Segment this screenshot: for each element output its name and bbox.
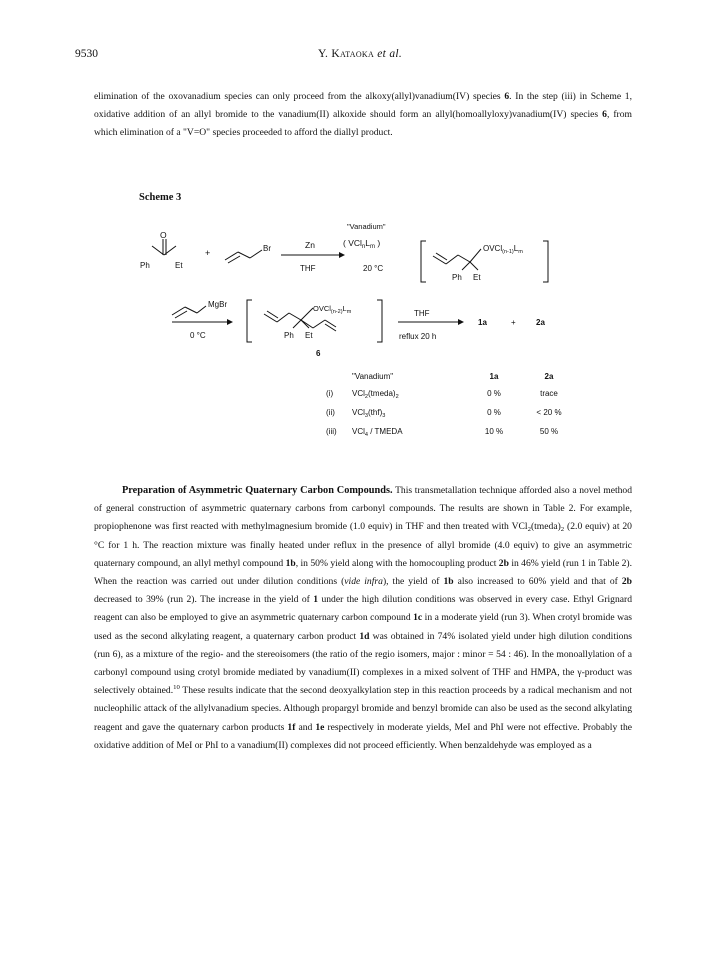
bracket-left xyxy=(247,300,252,342)
text-run: 2 xyxy=(527,526,531,534)
author-surname: Kataoka xyxy=(331,48,375,60)
text-run: 1b xyxy=(285,557,296,569)
yield-2a: trace xyxy=(540,389,558,398)
paragraph-asymmetric-quaternary xyxy=(94,482,632,755)
bond xyxy=(433,256,446,264)
bromine-label: Br xyxy=(263,244,271,253)
bracket-right xyxy=(543,241,548,282)
intermediate1-ph: Ph xyxy=(452,273,462,282)
yield-2a: < 20 % xyxy=(536,408,562,417)
bond xyxy=(277,313,289,322)
thf2-label: THF xyxy=(414,309,430,318)
bond xyxy=(197,306,206,313)
bond xyxy=(152,246,164,255)
text-run: respectively in moderate yields, MeI and PhI were not effective. Probably the oxidative addition of MeI or PhI to a vanadium(II) complexes did not proceed efficiently. When benzaldehyde was employed as a xyxy=(94,721,633,751)
text-run: m xyxy=(369,244,375,250)
intermediate2-ph: Ph xyxy=(284,331,294,340)
product-2a-label: 2a xyxy=(536,318,545,327)
text-run: 4 xyxy=(364,432,369,438)
text-run: m xyxy=(346,309,352,315)
text-run: 1c xyxy=(413,612,423,624)
text-run: in 46% yield (run 1 in Table 2). When the reaction was carried out under dilution conditions ( xyxy=(94,557,632,588)
zinc-label: Zn xyxy=(305,240,315,250)
reagent xyxy=(352,427,472,436)
bond xyxy=(289,313,301,320)
text-run: 2 xyxy=(560,526,565,534)
intermediate1-et: Et xyxy=(473,273,481,282)
text-run: (2.0 equiv) at 20 °C for 1 h. The reaction mixture was finally heated under reflux in the presence of allyl bromide (4.0 equiv) to give an asymmetric quaternary compound, an allyl methyl compound xyxy=(94,521,632,569)
text-run: These results indicate that the second deoxyalkylation step in this reaction proceeds by a radical mechanism and not nucleophilic attack of the allylvanadium species. Although propargyl bromide and benzyl bromide can also be used as the second alkylating reagent and gave the quaternary carbon products xyxy=(94,685,632,733)
text-run: L xyxy=(342,304,347,313)
yield-1a: 10 % xyxy=(484,427,504,436)
text-run: 3 xyxy=(364,413,369,419)
arrowhead-3 xyxy=(458,319,464,325)
bond xyxy=(250,250,262,258)
reagent xyxy=(352,389,472,398)
product-1a-label: 1a xyxy=(478,318,487,327)
temp2-label: 0 °C xyxy=(190,331,206,340)
phenyl-label: Ph xyxy=(140,261,150,270)
text-run: (thf) xyxy=(368,408,383,417)
arrowhead-2 xyxy=(227,319,233,325)
bond xyxy=(325,324,336,331)
intermediate2-et: Et xyxy=(305,331,313,340)
compound-ref: 6 xyxy=(602,109,607,121)
intermediate2-ovcl xyxy=(313,304,352,315)
text-run: . In the step (iii) in Scheme 1, oxidative addition of an allyl bromide to the vanadium(II) alkoxide should form an allyl(homoallyloxy)vanadium(IV) species xyxy=(94,91,632,121)
bond xyxy=(185,307,197,313)
text-run: m xyxy=(518,249,523,255)
text-run: VCl xyxy=(352,427,365,436)
bond xyxy=(446,255,458,264)
scheme-label: Scheme 3 xyxy=(139,192,182,203)
text-run: , in 50% yield along with the homocoupling product xyxy=(295,557,499,569)
compound-6-label: 6 xyxy=(316,349,321,358)
text-run: in a moderate yield (run 3). When crotyl bromide was used as the second alkylating reagent, a quaternary carbon product xyxy=(94,612,632,642)
col-header: 2a xyxy=(544,372,554,381)
bond xyxy=(238,252,250,258)
text-run: ( VCl xyxy=(343,238,362,248)
ketone-oxygen-label: O xyxy=(160,230,167,240)
text-run: OVCl xyxy=(313,304,331,313)
text-run: ), the yield of xyxy=(382,576,444,588)
yield-1a: 0 % xyxy=(487,389,501,398)
vanadium-label: "Vanadium" xyxy=(347,222,386,231)
text-run: 2b xyxy=(621,576,632,588)
bond xyxy=(470,249,481,262)
text-run: / TMEDA xyxy=(368,427,403,436)
footnote-ref: 10 xyxy=(173,684,180,692)
reagent xyxy=(352,408,472,417)
text-run: n xyxy=(361,244,366,250)
text-run: 1f xyxy=(287,721,296,733)
yield-1a: 0 % xyxy=(487,408,501,417)
text-run: L xyxy=(365,238,370,248)
bond xyxy=(264,314,277,322)
bond xyxy=(313,320,325,328)
col-header: 1a xyxy=(489,372,499,381)
compound-ref: 6 xyxy=(504,91,510,102)
bond xyxy=(462,262,470,270)
text-run: ) xyxy=(374,238,381,248)
text-run: 2 xyxy=(395,394,399,400)
yield-2a: 50 % xyxy=(539,427,559,436)
text-run: was obtained in 74% isolated yield under high dilution conditions (run 6), as a mixture of the regio- and the stereoisomers (the ratio of the regio isomers, major : minor = 54 : 46). In the monoallylation of a carbonyl compound using crotyl bromide mediated by vanadium(II) complexes in a mixed solvent of THF and HMPA, the γ-product was selectively obtained. xyxy=(94,630,632,697)
bond xyxy=(301,320,313,328)
text-run: 1d xyxy=(359,630,370,642)
author-etal: et al. xyxy=(377,48,403,60)
text-run: and xyxy=(295,721,316,733)
text-run: (tmeda) xyxy=(530,521,561,533)
bond xyxy=(470,262,478,270)
text-run: L xyxy=(513,244,519,253)
text-run: , from which elimination of a "V=O" species proceeded to afford the diallyl product. xyxy=(94,109,633,139)
author-initial: Y. xyxy=(317,48,332,60)
arrowhead-1 xyxy=(339,252,345,258)
thf-label: THF xyxy=(300,264,316,273)
text-run: VCl xyxy=(352,408,365,417)
plus-sign-2: + xyxy=(511,318,516,327)
vanadium-formula xyxy=(343,238,380,250)
bracket-left xyxy=(421,241,426,282)
text-run: vide infra xyxy=(344,576,383,588)
run-label: (ii) xyxy=(326,408,335,417)
run-label: (i) xyxy=(326,389,334,398)
text-run: This transmetallation technique afforded also a novel method of general construction of asymmetric quaternary carbons from carbonyl compounds. The results are shown in Table 2. For example, propiophenone was first reacted with methylmagnesium bromide (1.0 equiv) in THF and then treated with VCl xyxy=(94,485,633,533)
mgbr-label: MgBr xyxy=(208,300,228,309)
reflux-label: reflux 20 h xyxy=(399,332,437,341)
bond xyxy=(325,320,336,327)
ethyl-label: Et xyxy=(175,261,183,270)
bond xyxy=(293,320,301,328)
page-number: 9530 xyxy=(75,48,98,60)
text-run: 1 xyxy=(313,594,319,606)
text-run: decreased to 39% (run 2). The increase in the yield of xyxy=(94,594,314,606)
run-label: (iii) xyxy=(326,427,337,436)
text-run: (tmeda) xyxy=(368,389,396,398)
text-run: 3 xyxy=(382,413,386,419)
text-run: 1e xyxy=(315,721,325,733)
bracket-right xyxy=(377,300,382,342)
plus-sign: + xyxy=(205,248,211,258)
text-run: (n-2) xyxy=(330,309,343,315)
intermediate1-ovcl xyxy=(483,244,523,255)
text-run: under the high dilution conditions was observed in every case. Ethyl Grignard reagent can also be employed to give an asymmetric quaternary carbon compound xyxy=(94,594,632,624)
col-header: "Vanadium" xyxy=(352,372,394,381)
text-run: also increased to 60% yield and that of xyxy=(453,576,622,588)
bond xyxy=(458,255,470,262)
text-run: OVCl xyxy=(483,244,503,253)
text-run: 2b xyxy=(498,557,509,569)
text-run: (n-1) xyxy=(502,249,514,255)
bond xyxy=(301,308,313,320)
text-run: 1b xyxy=(443,576,454,588)
section-heading: Preparation of Asymmetric Quaternary Carbon Compounds. xyxy=(122,485,393,496)
text-run: VCl xyxy=(352,389,365,398)
text-run: elimination of the oxovanadium species can only proceed from the alkoxy(allyl)vanadium(IV) species xyxy=(94,91,505,102)
temp-label: 20 °C xyxy=(363,264,384,273)
text-run: 2 xyxy=(364,394,369,400)
